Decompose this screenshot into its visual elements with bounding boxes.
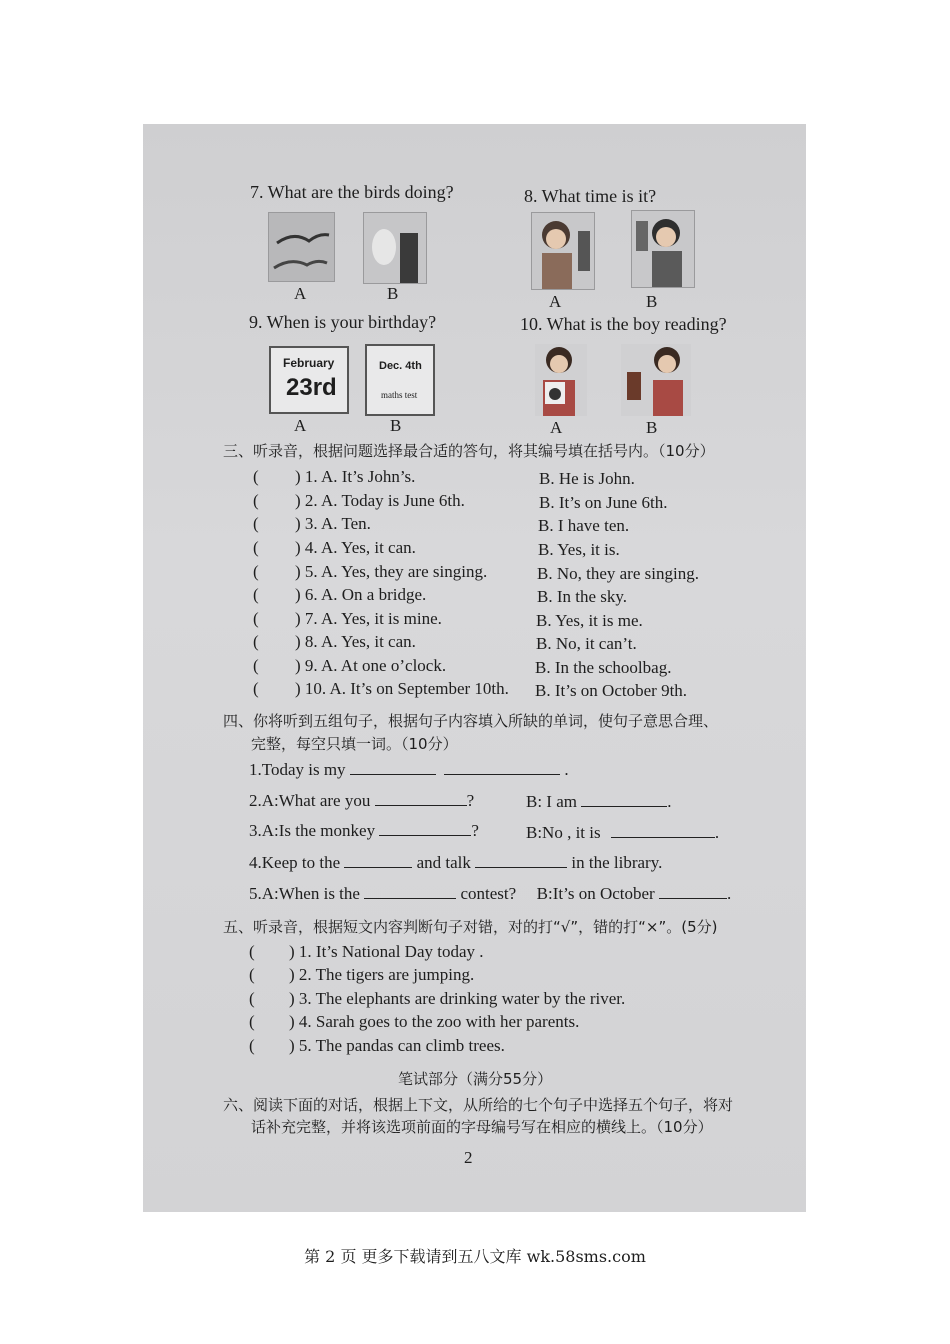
s5-paren: ( xyxy=(249,965,255,984)
s3-option-a: ) 1. A. It’s John’s. xyxy=(295,467,416,486)
s5-statement: ) 3. The elephants are drinking water by the river. xyxy=(289,989,626,1008)
s5-paren: ( xyxy=(249,1036,255,1055)
s3-paren: ( xyxy=(253,585,259,604)
s5-statement: ) 5. The pandas can climb trees. xyxy=(289,1036,505,1055)
option-b-label: B xyxy=(646,292,658,311)
boy-clock-picture xyxy=(631,210,695,288)
s3-option-a: ) 10. A. It’s on September 10th. xyxy=(295,679,509,698)
birds-flying-picture xyxy=(268,212,335,282)
question-7: 7. What are the birds doing? xyxy=(250,182,454,202)
s3-option-b: B. No, they are singing. xyxy=(537,564,699,583)
calendar-picture-b: Dec. 4th maths test xyxy=(365,344,435,416)
s4-sentence-2-b: B: I am . xyxy=(526,792,672,811)
answer-blank[interactable] xyxy=(444,760,560,775)
s4-sentence-1: 1.Today is my . xyxy=(249,760,569,779)
s5-statement: ) 2. The tigers are jumping. xyxy=(289,965,475,984)
written-part-heading: 笔试部分（满分55分） xyxy=(398,1070,553,1088)
s3-option-a: ) 2. A. Today is June 6th. xyxy=(295,491,465,510)
s3-option-b: B. It’s on October 9th. xyxy=(535,681,688,700)
s3-option-a: ) 8. A. Yes, it can. xyxy=(295,632,416,651)
s5-paren: ( xyxy=(249,1012,255,1031)
s3-option-b: B. In the sky. xyxy=(537,587,628,606)
s3-option-b: B. Yes, it is me. xyxy=(536,611,643,630)
s3-paren: ( xyxy=(253,538,259,557)
s4-sentence-3: 3.A:Is the monkey ? xyxy=(249,821,479,840)
option-a-label: A xyxy=(294,284,307,303)
question-9: 9. When is your birthday? xyxy=(249,312,437,332)
section-3-title: 三、听录音，根据问题选择最合适的答句，将其编号填在括号内。（10分） xyxy=(223,442,715,460)
question-10: 10. What is the boy reading? xyxy=(520,314,727,334)
section-4-title-line2: 完整，每空只填一词。（10分） xyxy=(251,735,458,753)
section-4-title-line1: 四、你将听到五组句子，根据句子内容填入所缺的单词，使句子意思合理、 xyxy=(223,712,719,730)
s3-paren: ( xyxy=(253,609,259,628)
s3-option-a: ) 9. A. At one o’clock. xyxy=(295,656,447,675)
s4-sentence-4: 4.Keep to the and talk in the library. xyxy=(249,853,663,872)
s3-paren: ( xyxy=(253,632,259,651)
s3-option-b: B. He is John. xyxy=(539,469,635,488)
section-6-title-line1: 六、阅读下面的对话，根据上下文，从所给的七个句子中选择五个句子，将对 xyxy=(223,1096,734,1114)
s3-option-b: B. It’s on June 6th. xyxy=(539,493,668,512)
s3-option-a: ) 7. A. Yes, it is mine. xyxy=(295,609,442,628)
answer-blank[interactable] xyxy=(375,791,467,806)
s3-paren: ( xyxy=(253,467,259,486)
boy-reading-ball-book-picture xyxy=(535,344,587,416)
option-a-label: A xyxy=(550,418,563,437)
s3-option-b: B. Yes, it is. xyxy=(538,540,620,559)
s3-option-a: ) 4. A. Yes, it can. xyxy=(295,538,416,557)
section-5-title: 五、听录音，根据短文内容判断句子对错，对的打“√”，错的打“×”。(5分) xyxy=(223,918,718,936)
page-number: 2 xyxy=(464,1148,473,1167)
s3-option-b: B. In the schoolbag. xyxy=(535,658,672,677)
s4-sentence-3-b: B:No , it is . xyxy=(526,823,720,842)
answer-blank[interactable] xyxy=(344,853,412,868)
option-b-label: B xyxy=(387,284,399,303)
s3-paren: ( xyxy=(253,491,259,510)
s4-sentence-5: 5.A:When is the contest? B:It’s on October . xyxy=(249,884,732,903)
option-b-label: B xyxy=(646,418,658,437)
s3-paren: ( xyxy=(253,679,259,698)
s5-statement: ) 4. Sarah goes to the zoo with her parents. xyxy=(289,1012,580,1031)
boy-reading-book-picture xyxy=(621,344,691,416)
s5-statement: ) 1. It’s National Day today . xyxy=(289,942,484,961)
option-a-label: A xyxy=(294,416,307,435)
answer-blank[interactable] xyxy=(659,884,727,899)
s3-option-b: B. No, it can’t. xyxy=(536,634,637,653)
s3-paren: ( xyxy=(253,562,259,581)
footer-download-note: 第 2 页 更多下载请到五八文库 wk.58sms.com xyxy=(304,1247,646,1266)
girl-clock-picture xyxy=(531,212,595,290)
s3-option-a: ) 3. A. Ten. xyxy=(295,514,371,533)
s3-paren: ( xyxy=(253,656,259,675)
question-8: 8. What time is it? xyxy=(524,186,657,206)
s3-option-b: B. I have ten. xyxy=(538,516,630,535)
option-a-label: A xyxy=(549,292,562,311)
s3-option-a: ) 5. A. Yes, they are singing. xyxy=(295,562,488,581)
calendar-picture-a: February 23rd xyxy=(269,346,349,414)
answer-blank[interactable] xyxy=(379,821,471,836)
answer-blank[interactable] xyxy=(350,760,436,775)
option-b-label: B xyxy=(390,416,402,435)
answer-blank[interactable] xyxy=(364,884,456,899)
s3-option-a: ) 6. A. On a bridge. xyxy=(295,585,427,604)
answer-blank[interactable] xyxy=(475,853,567,868)
birds-standing-picture xyxy=(363,212,427,284)
s3-paren: ( xyxy=(253,514,259,533)
s5-paren: ( xyxy=(249,989,255,1008)
scanned-exam-page xyxy=(143,124,806,1212)
s5-paren: ( xyxy=(249,942,255,961)
s4-sentence-2: 2.A:What are you ? xyxy=(249,791,475,810)
section-6-title-line2: 话补充完整，并将该选项前面的字母编号写在相应的横线上。（10分） xyxy=(251,1118,713,1136)
answer-blank[interactable] xyxy=(581,792,667,807)
answer-blank[interactable] xyxy=(611,823,715,838)
